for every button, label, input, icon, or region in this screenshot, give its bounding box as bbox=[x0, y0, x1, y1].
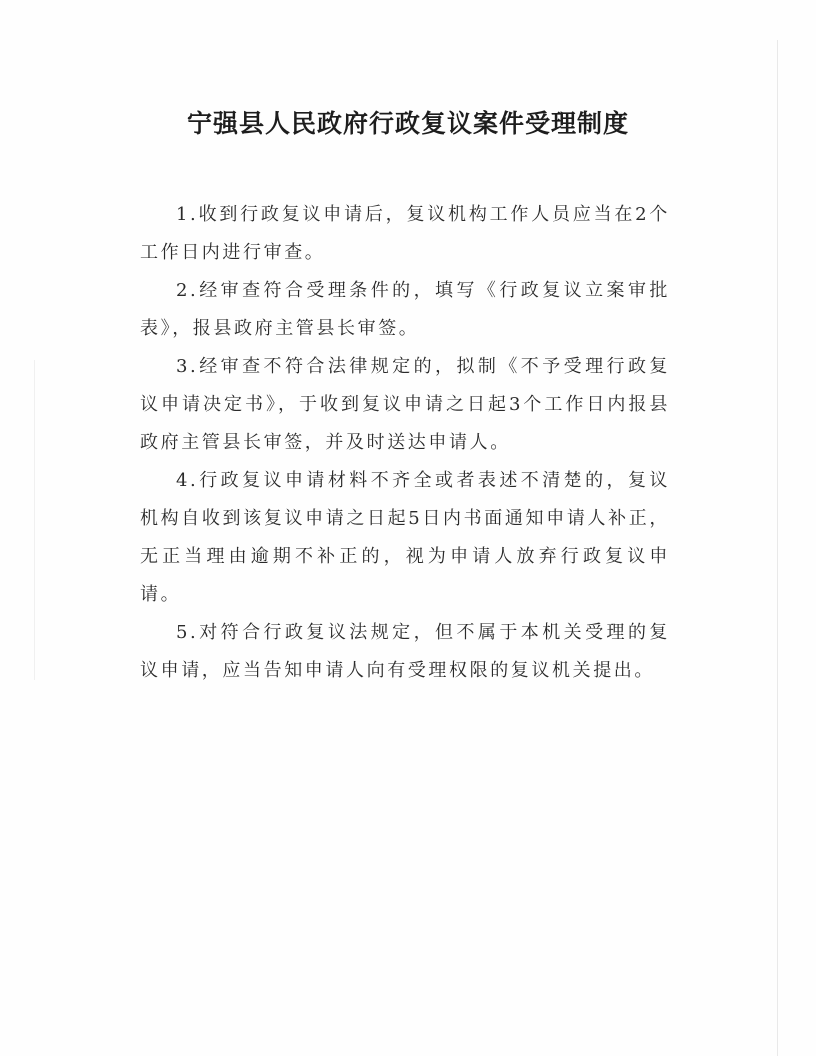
paragraph-5: 5.对符合行政复议法规定，但不属于本机关受理的复议申请，应当告知申请人向有受理权限的复议机关提出。 bbox=[140, 622, 670, 681]
paragraph-4: 4.行政复议申请材料不齐全或者表述不清楚的，复议机构自收到该复议申请之日起5日内书面通知申请人补正，无正当理由逾期不补正的，视为申请人放弃行政复议申请。 bbox=[140, 470, 670, 605]
document-title: 宁强县人民政府行政复议案件受理制度 bbox=[186, 109, 629, 138]
paragraph-1: 1.收到行政复议申请后，复议机构工作人员应当在2个工作日内进行审查。 bbox=[140, 204, 670, 263]
scan-edge-line bbox=[777, 40, 778, 1056]
paragraph-2: 2.经审查符合受理条件的，填写《行政复议立案审批表》，报县政府主管县长审签。 bbox=[140, 280, 670, 339]
document-body bbox=[140, 196, 670, 690]
paragraph-3: 3.经审查不符合法律规定的，拟制《不予受理行政复议申请决定书》，于收到复议申请之日起3个工作日内报县政府主管县长审签，并及时送达申请人。 bbox=[140, 356, 670, 453]
scan-edge-line-left bbox=[34, 360, 35, 680]
